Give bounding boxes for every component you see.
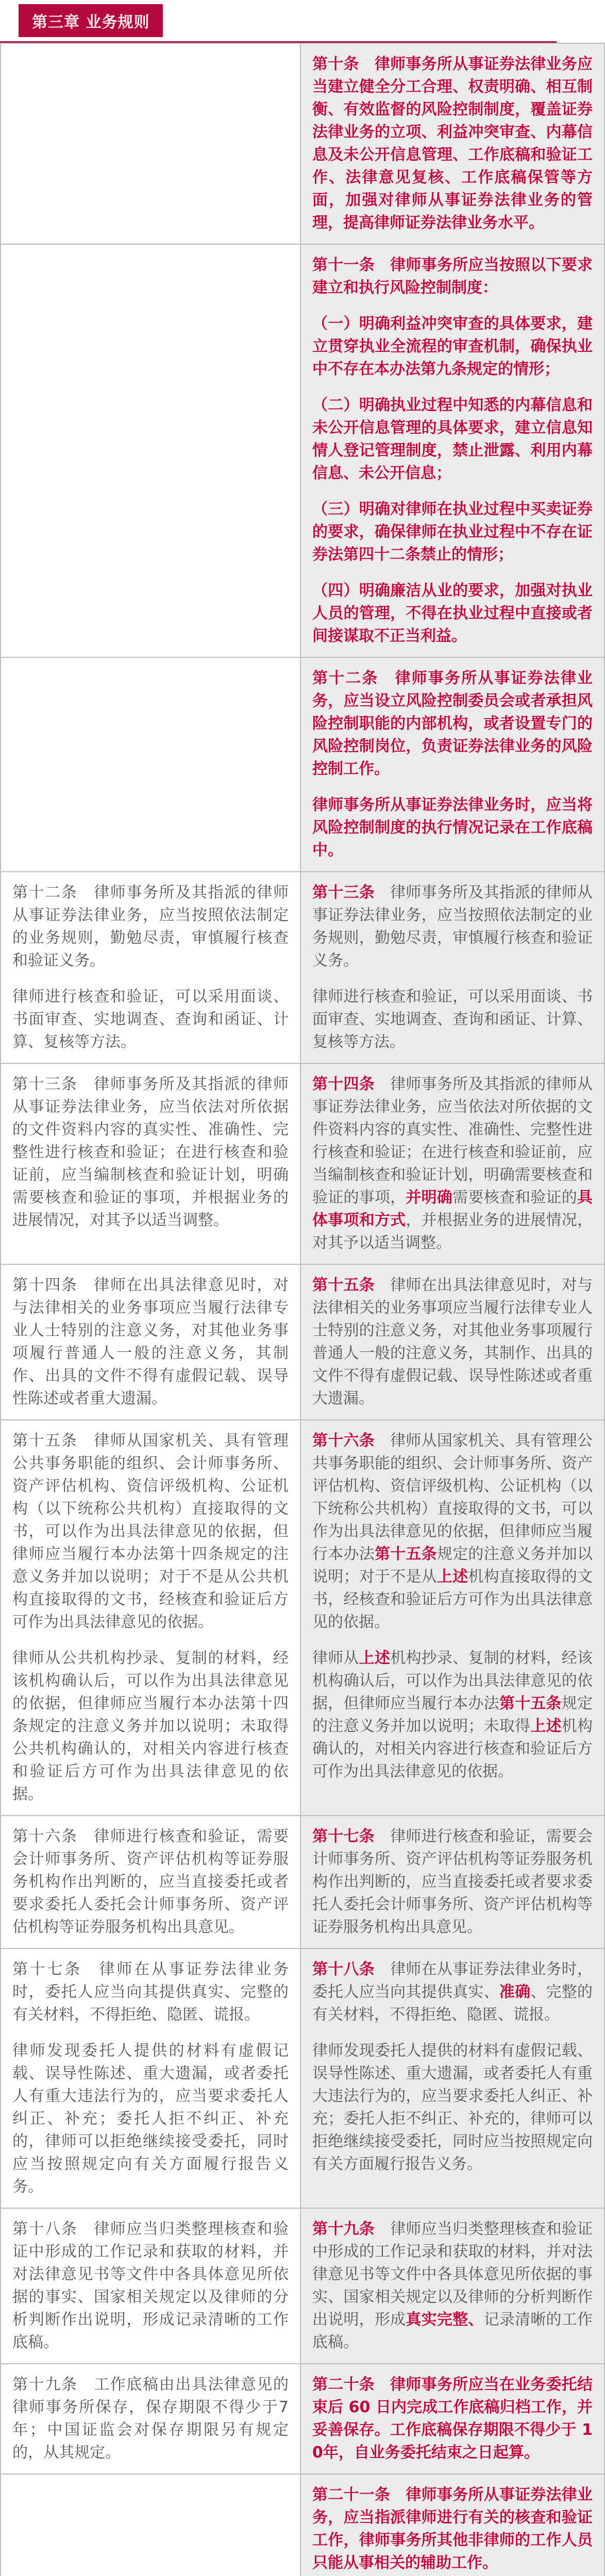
revised-text: 第十五条: [374, 1545, 437, 1563]
article-paragraph: [312, 580, 593, 648]
article-text: 规定的注意义务并加以说明；对于不是从: [312, 1545, 593, 1586]
article-paragraph: [12, 986, 289, 1054]
new-article-cell: [300, 872, 604, 1063]
new-article-cell: [300, 43, 604, 244]
new-article-cell: [300, 1816, 604, 1948]
revised-text: （四）明确廉洁从业的要求，加强对执业人员的管理，不得在执业过程中直接或者间接谋取不正当利益。: [312, 582, 593, 645]
article-text: 第十二条 律师事务所及其指派的律师从事证券法律业务，应当按照依法制定的业务规则，勤勉尽责，审慎履行核查和验证义务。: [12, 884, 289, 970]
table-row: [1, 1420, 604, 1816]
article-text: 第十四条 律师在出具法律意见时，对与法律相关的业务事项应当履行法律专业人士特别的注意义务，对其他业务事项履行普通人一般的注意义务，其制作、出具的文件不得有虚假记载、误导性陈述或者重大遗漏。: [12, 1276, 289, 1408]
table-row: [1, 657, 604, 872]
article-text: 律师进行核查和验证，可以采用面谈、书面审查、实地调查、查询和函证、计算、复核等方法。: [12, 988, 289, 1051]
revised-text: 准确: [499, 1983, 531, 2001]
old-article-cell: [1, 2208, 300, 2364]
article-text: 机构确认的，对相关内容进行核查和验证后方可作为出具法律意见的依据。: [312, 1717, 593, 1781]
article-paragraph: [312, 53, 593, 234]
article-text: 律师事务所及其指派的律师从事证券法律业务，应当按照依法制定的业务规则，勤勉尽责，审慎履行核查和验证义务。: [312, 884, 593, 970]
article-paragraph: [312, 254, 593, 299]
table-row: [1, 244, 604, 657]
article-text: 机构直接取得的文书，经核查和验证后方可作为出具法律意见的依据。: [312, 1568, 593, 1631]
article-text: 律师发现委托人提供的材料有虚假记载、误导性陈述、重大遗漏，或者委托人有重大违法行为的，应当要求委托人纠正、补充；委托人拒不纠正、补充的，律师可以拒绝继续接受委托，同时应当按照规定向有关方面履行报告义务。: [312, 2042, 593, 2173]
article-paragraph: [312, 1274, 593, 1410]
article-text: 第十三条 律师事务所及其指派的律师从事证券法律业务，应当依法对所依据的文件资料内容的真实性、准确性、完整性进行核查和验证；在进行核查和验证前，应当编制核查和验证计划，明确需要核查和验证的事项，并根据业务的进展情况，对其予以适当调整。: [12, 1075, 289, 1229]
revised-text: 第十四条: [312, 1075, 375, 1093]
revised-text: 第二十一条 律师事务所从事证券法律业务，应当指派律师进行有关的核查和验证工作，律师事务所其他非律师的工作人员只能从事相关的辅助工作。: [312, 2486, 593, 2572]
article-paragraph: [12, 1647, 289, 1806]
revised-text: 上述: [436, 1568, 468, 1586]
revised-text: 上述: [530, 1717, 562, 1735]
old-article-cell: [1, 43, 300, 244]
old-article-cell: [1, 657, 300, 872]
new-article-cell: [300, 2474, 604, 2576]
chapter-title: 第三章 业务规则: [19, 4, 163, 37]
old-article-cell: [1, 1063, 300, 1264]
revised-text: 第十三条: [312, 884, 375, 902]
article-paragraph: [312, 1430, 593, 1634]
article-paragraph: [312, 986, 593, 1054]
old-article-cell: [1, 244, 300, 657]
article-paragraph: [12, 2374, 289, 2464]
old-article-cell: [1, 2364, 300, 2474]
article-text: 律师从国家机关、具有管理公共事务职能的组织、会计师事务所、资产评估机构、资信评级机构、公证机构（以下统称公共机构）直接取得的文书，可以作为出具法律意见的依据，但律师应当履行本办法: [312, 1432, 593, 1563]
new-article-cell: [300, 2208, 604, 2364]
revised-text: 第十五条: [499, 1694, 562, 1713]
table-row: [1, 2364, 604, 2474]
revised-text: 第十五条: [312, 1276, 375, 1294]
table-row: [1, 1948, 604, 2208]
article-text: 律师应当归类整理核查和验证中形成的工作记录和获取的材料，并对法律意见书等文件中各具体意见所依据的事实、国家相关规定以及律师的分析判断作出说明，形成: [312, 2220, 593, 2329]
article-paragraph: [12, 1073, 289, 1232]
article-text: 律师事务所及其指派的律师从事证券法律业务，应当依法对所依据的文件资料内容的真实性、准确性、完整性进行核查和验证；在进行核查和验证前，应当编制核查和验证计划，明确需要核查和验证的事项，: [312, 1075, 593, 1207]
revised-text: （三）明确对律师在执业过程中买卖证券的要求，确保律师在执业过程中不存在证券法第四十二条禁止的情形；: [312, 500, 593, 564]
table-row: [1, 43, 604, 244]
old-article-cell: [1, 1420, 300, 1816]
article-paragraph: [312, 2040, 593, 2176]
article-text: 律师从: [312, 1649, 359, 1667]
new-article-cell: [300, 1948, 604, 2208]
article-paragraph: [12, 2218, 289, 2354]
table-row: [1, 1063, 604, 1264]
new-article-cell: [300, 1420, 604, 1816]
article-paragraph: [312, 667, 593, 781]
article-text: 机构抄录、复制的材料，经该机构确认后，可以作为出具法律意见的依据，但律师应当履行本办法: [312, 1649, 593, 1713]
article-paragraph: [312, 1825, 593, 1939]
article-paragraph: [312, 882, 593, 972]
article-text: 律师从公共机构抄录、复制的材料，经该机构确认后，可以作为出具法律意见的依据，但律师应当履行本办法第十四条规定的注意义务并加以说明；未取得公共机构确认的，对相关内容进行核查和验证后方可作为出具法律意见的依据。: [12, 1649, 289, 1803]
old-article-cell: [1, 2474, 300, 2576]
table-row: [1, 1816, 604, 1948]
new-article-cell: [300, 657, 604, 872]
article-paragraph: [12, 1274, 289, 1410]
revised-text: 第十九条: [312, 2220, 375, 2238]
article-text: 记录清晰的工作底稿。: [312, 2311, 593, 2351]
article-paragraph: [12, 2040, 289, 2198]
revised-text: 第十二条 律师事务所从事证券法律业务，应当设立风险控制委员会或者承担风险控制职能的内部机构，或者设置专门的风险控制岗位，负责证券法律业务的风险控制工作。: [312, 669, 593, 778]
comparison-table: [0, 43, 605, 2576]
article-text: 律师在出具法律意见时，对与法律相关的业务事项应当履行法律专业人士特别的注意义务，对其他业务事项履行普通人一般的注意义务，其制作、出具的文件不得有虚假记载、误导性陈述或者重大遗漏。: [312, 1276, 593, 1408]
table-row: [1, 2474, 604, 2576]
revised-text: 具体事项和方式: [312, 1189, 593, 1229]
revised-text: 第十一条 律师事务所应当按照以下要求建立和执行风险控制制度：: [312, 256, 593, 297]
table-row: [1, 1264, 604, 1420]
article-paragraph: [312, 2218, 593, 2354]
article-text: 律师发现委托人提供的材料有虚假记载、误导性陈述、重大遗漏，或者委托人有重大违法行为的，应当要求委托人纠正、补充；委托人拒不纠正、补充的，律师可以拒绝继续接受委托，同时应当按照规定向有关方面履行报告义务。: [12, 2042, 289, 2196]
revised-text: 第二十条 律师事务所应当在业务委托结束后 60 日内完成工作底稿归档工作，并妥善保存。工作底稿保存期限不得少于 10年，自业务委托结束之日起算。: [312, 2376, 593, 2462]
old-article-cell: [1, 1264, 300, 1420]
new-article-cell: [300, 2364, 604, 2474]
article-paragraph: [12, 1430, 289, 1634]
article-paragraph: [312, 1647, 593, 1783]
article-text: 规定的注意义务并加以说明；未取得: [312, 1694, 593, 1735]
article-text: 律师进行核查和验证，需要会计师事务所、资产评估机构等证券服务机构作出判断的，应当直接委托或者要求委托人委托会计师事务所、资产评估机构等证券服务机构出具意见。: [312, 1827, 593, 1936]
article-paragraph: [312, 794, 593, 862]
old-article-cell: [1, 872, 300, 1063]
article-text: 、完整的有关材料，不得拒绝、隐匿、谎报。: [312, 1983, 593, 2024]
article-paragraph: [12, 882, 289, 972]
article-text: 第十七条 律师在从事证券法律业务时，委托人应当向其提供真实、完整的有关材料，不得拒绝、隐匿、谎报。: [12, 1960, 289, 2024]
article-text: 需要核查和验证的: [452, 1189, 578, 1207]
article-text: 律师进行核查和验证，可以采用面谈、书面审查、实地调查、查询和函证、计算、复核等方法。: [312, 988, 593, 1051]
table-row: [1, 2208, 604, 2364]
revised-text: （二）明确执业过程中知悉的内幕信息和未公开信息管理的具体要求，建立信息知情人登记管理制度，禁止泄露、利用内幕信息、未公开信息；: [312, 396, 593, 482]
revised-text: （一）明确利益冲突审查的具体要求，建立贯穿执业全流程的审查机制，确保执业中不存在本办法第九条规定的情形；: [312, 315, 593, 378]
revised-text: 上述: [359, 1649, 391, 1667]
chapter-banner: [0, 0, 557, 43]
article-text: 律师在从事证券法律业务时，委托人应当向其提供真实、: [312, 1960, 593, 2001]
article-paragraph: [312, 498, 593, 566]
revised-text: 第十六条: [312, 1432, 375, 1450]
new-article-cell: [300, 1063, 604, 1264]
article-text: 第十五条 律师从国家机关、具有管理公共事务职能的组织、会计师事务所、资产评估机构、资信评级机构、公证机构（以下统称公共机构）直接取得的文书，可以作为出具法律意见的依据，但律师应当履行本办法第十四条规定的注意义务并加以说明；对于不是从公共机构直接取得的文书，经核查和验证后方可作为出具法律意见的依据。: [12, 1432, 289, 1631]
table-row: [1, 872, 604, 1063]
old-article-cell: [1, 1816, 300, 1948]
revised-text: 第十条 律师事务所从事证券法律业务应当建立健全分工合理、权责明确、相互制衡、有效监督的风险控制制度，覆盖证券法律业务的立项、利益冲突审查、内幕信息及未公开信息管理、工作底稿和验证工作、法律意见复核、工作底稿保管等方面，加强对律师从事证券法律业务的管理，提高律师证券法律业务水平。: [312, 55, 593, 232]
article-paragraph: [312, 1958, 593, 2026]
article-paragraph: [312, 2374, 593, 2464]
article-paragraph: [312, 313, 593, 381]
revised-text: 第十八条: [312, 1960, 375, 1978]
revised-text: 律师事务所从事证券法律业务时，应当将风险控制制度的执行情况记录在工作底稿中。: [312, 796, 593, 859]
new-article-cell: [300, 244, 604, 657]
old-article-cell: [1, 1948, 300, 2208]
article-paragraph: [312, 2484, 593, 2574]
article-paragraph: [312, 394, 593, 485]
new-article-cell: [300, 1264, 604, 1420]
revised-text: 并明确: [406, 1189, 453, 1207]
article-paragraph: [12, 1958, 289, 2026]
article-text: ，并根据业务的进展情况，对其予以适当调整。: [312, 1211, 593, 1252]
revised-text: 真实完整、: [406, 2311, 484, 2329]
article-paragraph: [312, 1073, 593, 1255]
article-text: 第十九条 工作底稿由出具法律意见的律师事务所保存，保存期限不得少于7年；中国证监会对保存期限另有规定的，从其规定。: [12, 2376, 289, 2462]
article-paragraph: [12, 1825, 289, 1939]
revised-text: 第十七条: [312, 1827, 375, 1845]
article-text: 第十六条 律师进行核查和验证，需要会计师事务所、资产评估机构等证券服务机构作出判断的，应当直接委托或者要求委托人委托会计师事务所、资产评估机构等证券服务机构出具意见。: [12, 1827, 289, 1936]
article-text: 第十八条 律师应当归类整理核查和验证中形成的工作记录和获取的材料，并对法律意见书等文件中各具体意见所依据的事实、国家相关规定以及律师的分析判断作出说明，形成记录清晰的工作底稿。: [12, 2220, 289, 2351]
